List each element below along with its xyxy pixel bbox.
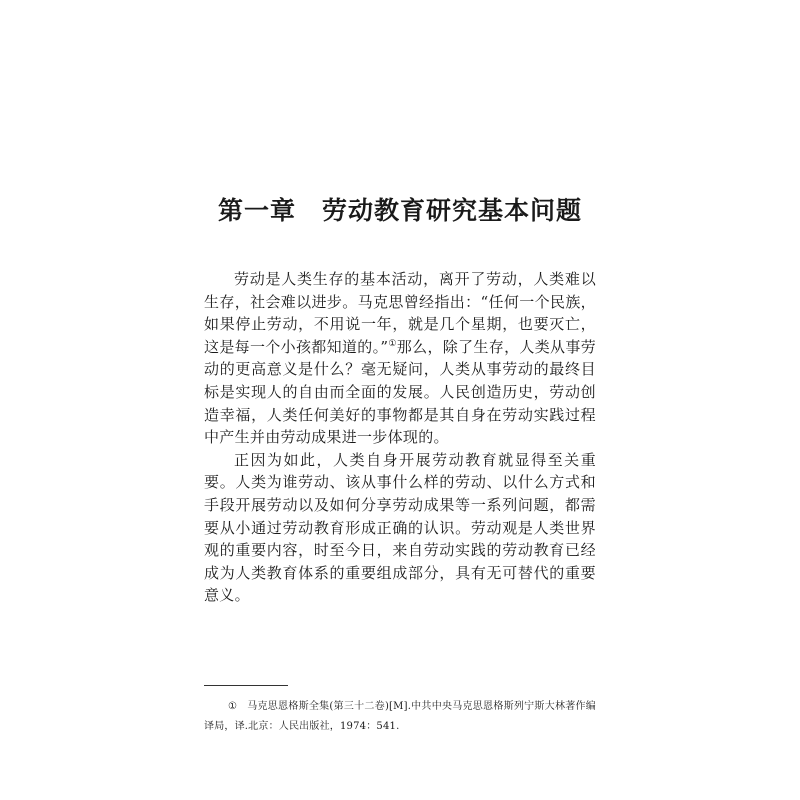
footnote-reference-mark: ① [388,338,397,349]
paragraph-1 [204,268,596,449]
paragraph-1-text-before-ref: 劳动是人类生存的基本活动，离开了劳动，人类难以生存，社会难以进步。马克思曾经指出：“任何一个民族，如果停止劳动，不用说一年，就是几个星期，也要灭亡，这是每一个小孩都知道的。” [204,270,596,356]
footnote-text: 马克思恩格斯全集(第三十二卷)[M].中共中央马克思恩格斯列宁斯大林著作编译局，译.北京：人民出版社，1974：541. [204,701,596,732]
paragraph-1-text-after-ref: 那么，除了生存，人类从事劳动的更高意义是什么？毫无疑问，人类从事劳动的最终目标是实现人的自由而全面的发展。人民创造历史，劳动创造幸福，人类任何美好的事物都是其自身在劳动实践过程中产生并由劳动成果进一步体现的。 [204,337,596,447]
chapter-title: 第一章 劳动教育研究基本问题 [217,196,582,225]
footnote-separator [204,685,288,686]
paragraph-2: 正因为如此，人类自身开展劳动教育就显得至关重要。人类为谁劳动、该从事什么样的劳动、以什么方式和手段开展劳动以及如何分享劳动成果等一系列问题，都需要从小通过劳动教育形成正确的认识。劳动观是人类世界观的重要内容，时至今日，来自劳动实践的劳动教育已经成为人类教育体系的重要组成部分，具有无可替代的重要意义。 [204,450,596,605]
footnote-mark: ① [228,701,238,712]
chapter-body [204,268,596,607]
footnote [204,697,596,737]
